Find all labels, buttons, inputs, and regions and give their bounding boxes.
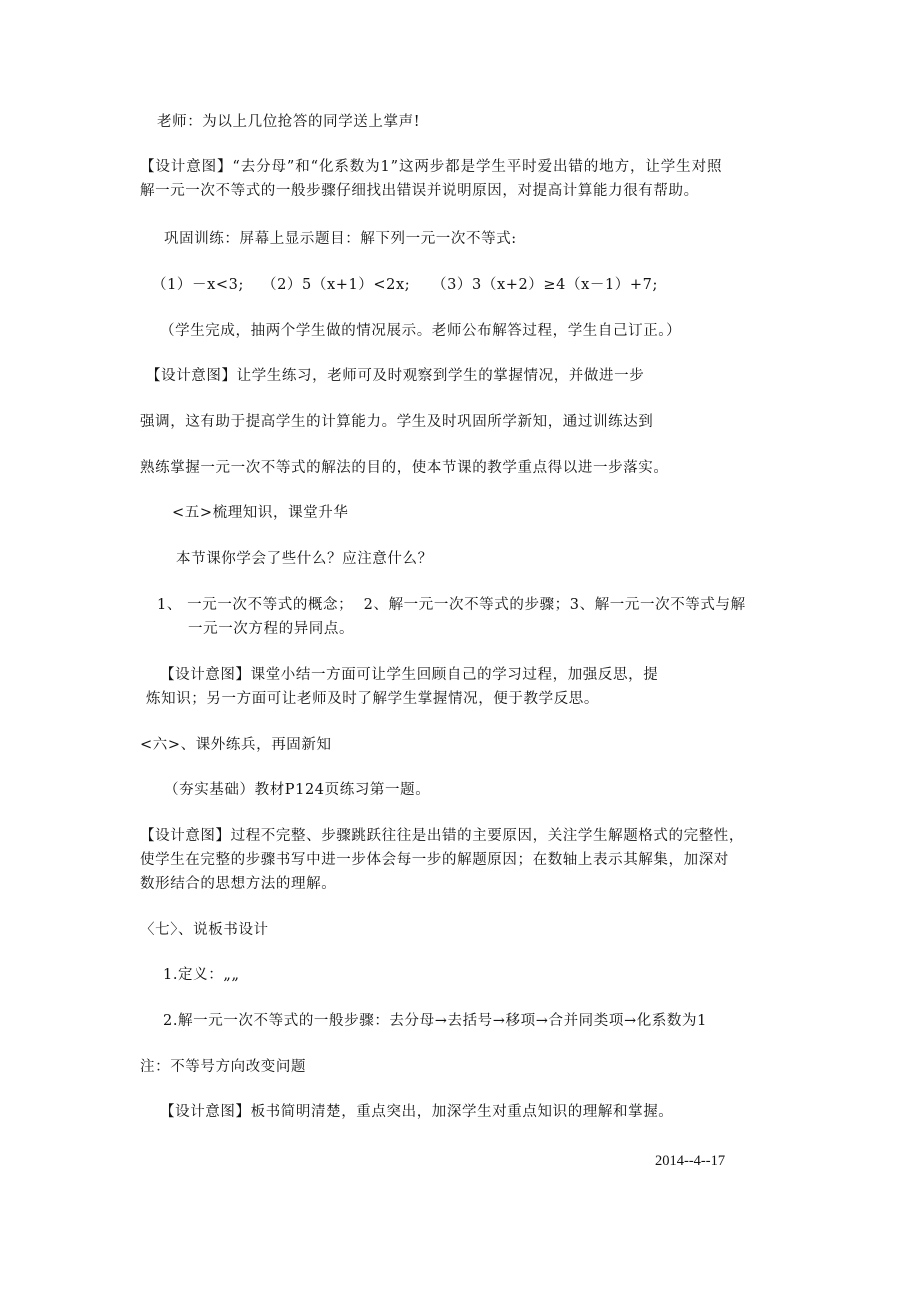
document-date: 2014--4--17 (655, 1153, 726, 1169)
teacher-line: 老师：为以上几位抢答的同学送上掌声! (157, 114, 421, 130)
design-intent-3-line2: 炼知识；另一方面可让老师及时了解学生掌握情况，便于教学反思。 (146, 691, 599, 707)
design-intent-1-line2: 解一元一次不等式的一般步骤仔细找出错误并说明原因，对提高计算能力很有帮助。 (140, 183, 699, 199)
section-seven-heading: 〈七〉、说板书设计 (140, 922, 269, 938)
homework-line: （夯实基础）教材P124页练习第一题。 (164, 782, 431, 798)
design-intent-4-line1: 【设计意图】过程不完整、步骤跳跃往往是出错的主要原因，关注学生解题格式的完整性， (140, 828, 744, 844)
summary-points-line2: 一元一次方程的异同点。 (188, 621, 355, 637)
summary-points-line1: 1、 一元一次不等式的概念； 2、解一元一次不等式的步骤；3、解一元一次不等式与解 (157, 597, 746, 613)
exercise-3: （3）3（x+2）≥4（x－1）+7; (432, 277, 658, 293)
exercise-1: （1）－x<3; (152, 277, 244, 293)
section-six-heading: <六>、课外练兵，再固新知 (140, 737, 332, 753)
design-intent-5: 【设计意图】板书简明清楚，重点突出，加深学生对重点知识的理解和掌握。 (160, 1104, 674, 1120)
design-intent-2-line2: 强调，这有助于提高学生的计算能力。学生及时巩固所学新知，通过训练达到 (140, 414, 654, 430)
design-intent-1-line1: 【设计意图】“去分母”和“化系数为1”这两步都是学生平时爱出错的地方，让学生对照 (140, 159, 723, 175)
design-intent-4-line2: 使学生在完整的步骤书写中进一步体会每一步的解题原因；在数轴上表示其解集，加深对 (140, 852, 729, 868)
design-intent-4-line3: 数形结合的思想方法的理解。 (140, 876, 337, 892)
student-activity-note: （学生完成，抽两个学生做的情况展示。老师公布解答过程，学生自己订正。） (160, 323, 682, 339)
practice-heading: 巩固训练：屏幕上显示题目：解下列一元一次不等式: (164, 231, 517, 247)
summary-question: 本节课你学会了些什么？应注意什么？ (176, 551, 433, 567)
exercise-2: （2）5（x+1）<2x; (262, 277, 411, 293)
design-intent-2-line1: 【设计意图】让学生练习，老师可及时观察到学生的掌握情况，并做进一步 (146, 368, 645, 384)
design-intent-2-line3: 熟练掌握一元一次不等式的解法的目的，使本节课的教学重点得以进一步落实。 (140, 460, 669, 476)
board-definition: 1.定义：„„ (163, 967, 240, 983)
board-note: 注：不等号方向改变问题 (140, 1059, 307, 1075)
design-intent-3-line1: 【设计意图】课堂小结一方面可让学生回顾自己的学习过程，加强反思，提 (160, 667, 659, 683)
board-steps: 2.解一元一次不等式的一般步骤：去分母→去括号→移项→合并同类项→化系数为1 (163, 1013, 707, 1029)
section-five-heading: <五>梳理知识，课堂升华 (172, 505, 349, 521)
